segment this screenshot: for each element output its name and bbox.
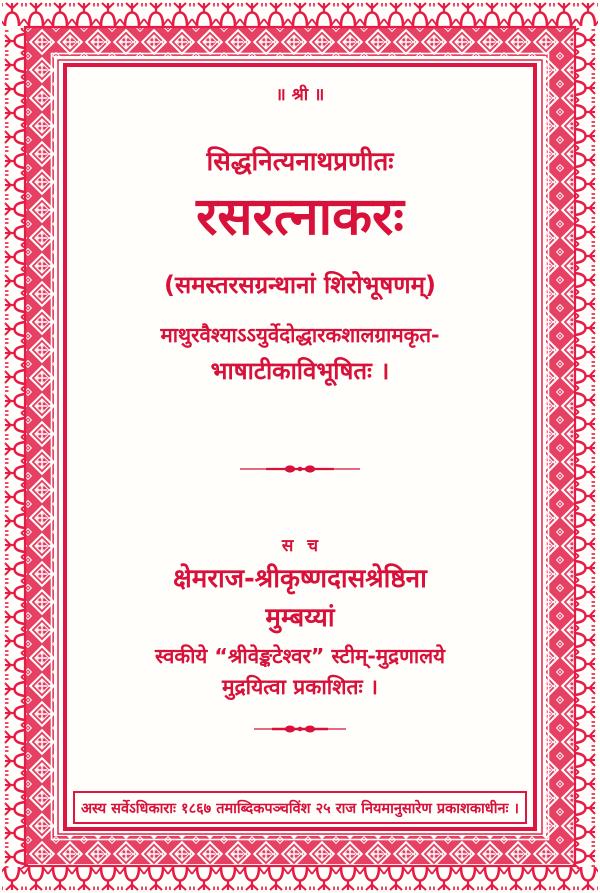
press-line-2: मुद्रयित्वा प्रकाशितः । bbox=[221, 675, 379, 699]
fringe-bottom bbox=[2, 865, 598, 891]
press-line-1: स्वकीये “श्रीवेङ्कटेश्वर” स्टीम्-मुद्रणालये bbox=[154, 644, 445, 668]
conjunction-text: स च bbox=[281, 536, 319, 556]
ornamental-divider bbox=[252, 722, 348, 736]
commentary-line-2: भाषाटीकाविभूषितः । bbox=[210, 357, 390, 385]
ornamental-divider bbox=[238, 462, 362, 476]
book-title: रसरत्नाकरः bbox=[196, 187, 404, 247]
publisher-line-1: क्षेमराज-श्रीकृष्णदासश्रेष्ठिना bbox=[173, 564, 427, 594]
copyright-strip bbox=[73, 791, 527, 824]
book-subtitle: (समस्तरसग्रन्थानां शिरोभूषणम्) bbox=[164, 271, 436, 299]
fringe-top bbox=[2, 2, 598, 28]
copyright-text: अस्य सर्वेऽधिकाराः १८६७ तमाब्दिकपञ्चविंश २५ राज नियमानुसारेण प्रकाशकाधीनः । bbox=[80, 800, 519, 817]
author-line: सिद्धनित्यनाथप्रणीतः bbox=[206, 147, 394, 177]
publisher-city: मुम्बय्यां bbox=[265, 603, 335, 633]
invocation-text: ॥ श्री ॥ bbox=[275, 85, 325, 105]
commentary-line-1: माथुरवैश्याऽऽयुर्वेदोद्धारकशालग्रामकृत- bbox=[160, 323, 440, 347]
